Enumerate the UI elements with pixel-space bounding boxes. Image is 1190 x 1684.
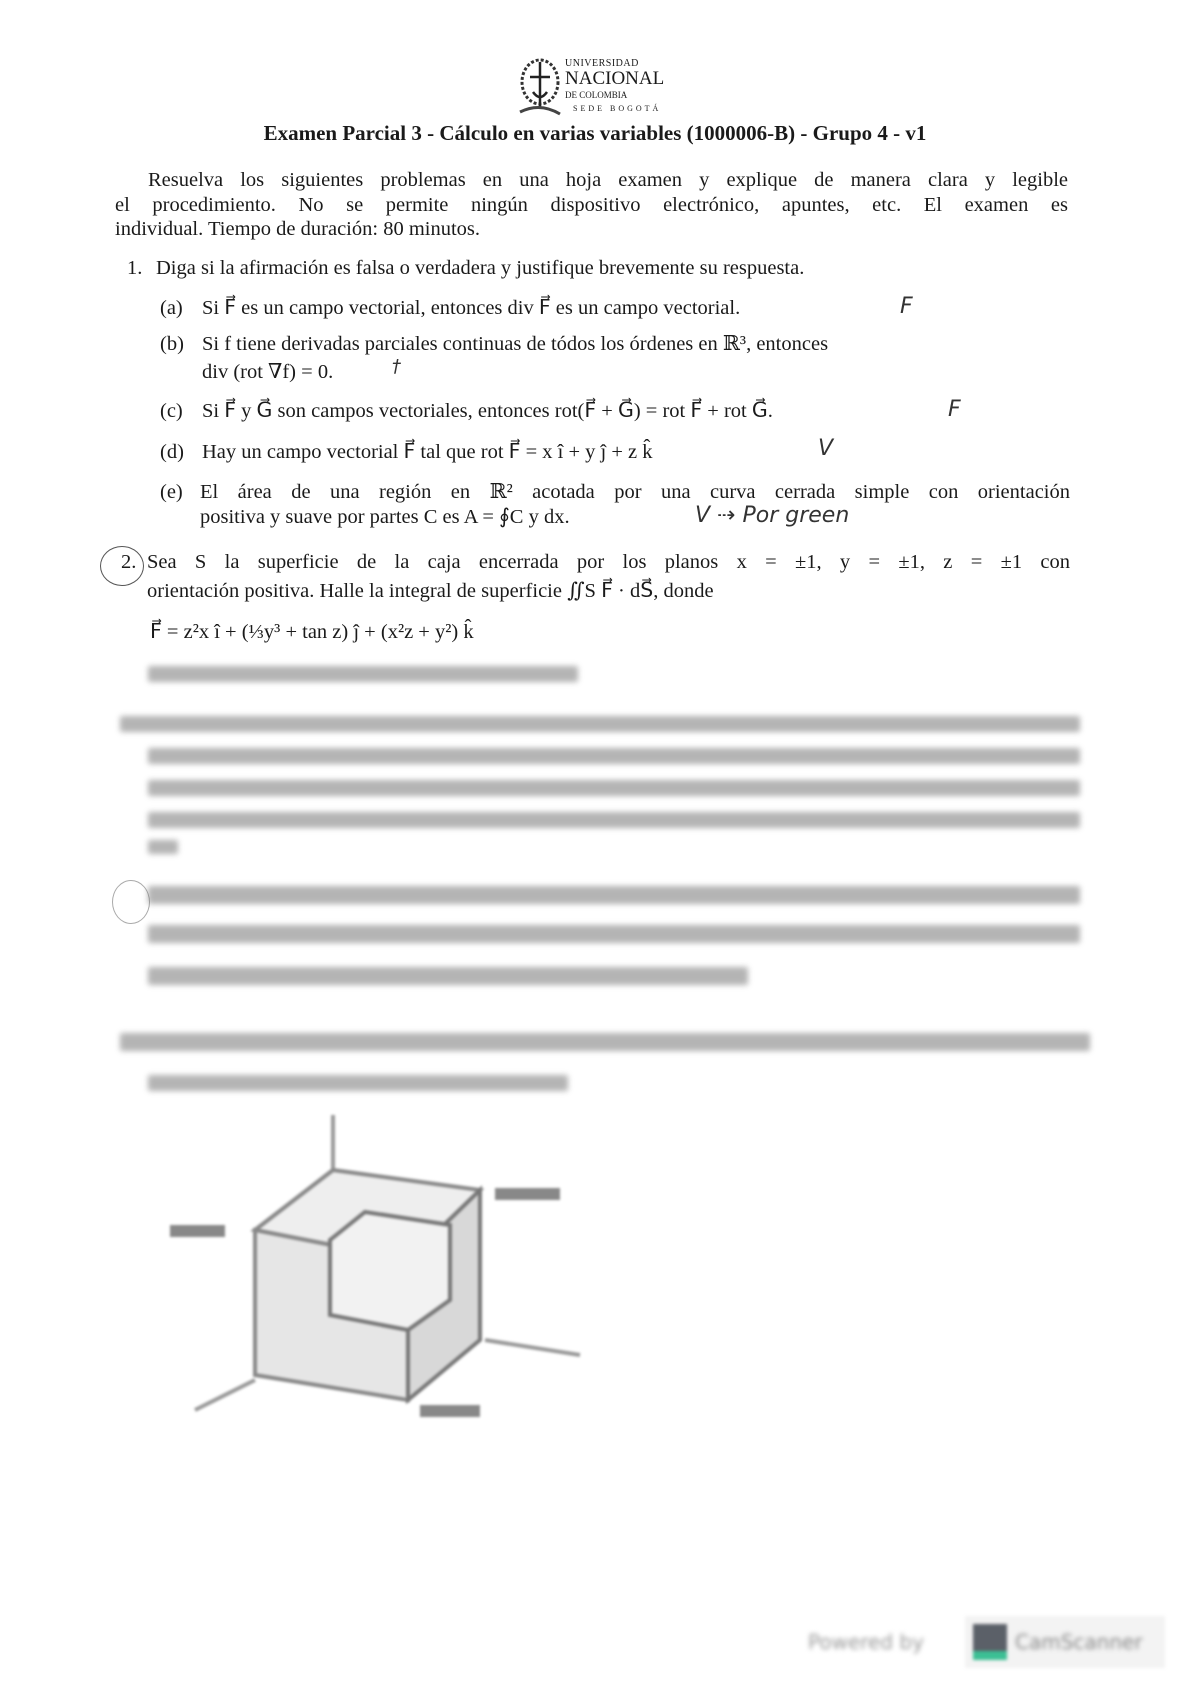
item-label: (a) xyxy=(160,297,183,319)
blurred-text xyxy=(120,1033,1090,1051)
camscanner-logo-icon xyxy=(973,1624,1007,1660)
question-number: 2. xyxy=(121,551,137,573)
item-c-text: Si F⃗ y G⃗ son campos vectoriales, entonces rot(F⃗ + G⃗) = rot F⃗ + rot G⃗. xyxy=(202,400,773,422)
blurred-text xyxy=(148,780,1080,796)
blurred-text xyxy=(148,666,578,682)
instructions-line: el procedimiento. No se permite ningún dispositivo electrónico, apuntes, etc. El examen es xyxy=(115,194,1068,216)
camscanner-brand: CamScanner xyxy=(1015,1630,1143,1654)
handwritten-answer-b: † xyxy=(392,356,401,377)
powered-by-text: Powered by xyxy=(808,1630,924,1654)
item-e-text: positiva y suave por partes C es A = ∮C y dx. xyxy=(200,506,570,528)
item-b-text: div (rot ∇f) = 0. xyxy=(202,361,334,383)
blurred-text xyxy=(148,840,178,854)
question-number: 1. xyxy=(127,257,143,279)
question-2-field: F⃗ = z²x î + (⅓y³ + tan z) ĵ + (x²z + y²) k̂ xyxy=(150,621,474,643)
handwritten-answer-e: V ⇢ Por green xyxy=(695,503,850,528)
instructions-line: Resuelva los siguientes problemas en una hoja examen y explique de manera clara y legible xyxy=(148,169,1068,191)
item-d-text: Hay un campo vectorial F⃗ tal que rot F⃗ = x î + y ĵ + z k̂ xyxy=(202,441,653,463)
logo-text-nacional: NACIONAL xyxy=(565,68,665,89)
logo-text-colombia: DE COLOMBIA xyxy=(565,90,628,100)
blurred-text xyxy=(148,1075,568,1091)
item-a-text: Si F⃗ es un campo vectorial, entonces div F⃗ es un campo vectorial. xyxy=(202,297,741,319)
item-label: (b) xyxy=(160,333,184,355)
logo-text-universidad: UNIVERSIDAD xyxy=(565,58,639,69)
blurred-text xyxy=(148,748,1080,764)
logo-text-sede: SEDE BOGOTÁ xyxy=(573,104,662,113)
coat-of-arms-icon xyxy=(515,52,565,120)
blurred-text xyxy=(148,812,1080,828)
question-1-text: Diga si la afirmación es falsa o verdadera y justifique brevemente su respuesta. xyxy=(156,257,805,279)
blurred-text xyxy=(120,716,1080,732)
question-2-text: orientación positiva. Halle la integral de superficie ∬S F⃗ · dS⃗, donde xyxy=(147,580,714,602)
hand-drawn-circle xyxy=(112,880,150,924)
item-b-text: Si f tiene derivadas parciales continuas de tódos los órdenes en ℝ³, entonces xyxy=(202,333,829,355)
question-2-text: Sea S la superficie de la caja encerrada por los planos x = ±1, y = ±1, z = ±1 con xyxy=(147,551,1070,573)
blurred-text xyxy=(148,925,1080,943)
camscanner-badge xyxy=(965,1616,1165,1668)
handwritten-answer-d: V xyxy=(818,436,834,461)
exam-title: Examen Parcial 3 - Cálculo en varias variables (1000006-B) - Grupo 4 - v1 xyxy=(263,121,927,145)
item-label: (d) xyxy=(160,441,184,463)
university-logo xyxy=(515,52,675,122)
handwritten-answer-a: F xyxy=(900,294,913,319)
blurred-text xyxy=(148,967,748,985)
handwritten-answer-c: F xyxy=(948,397,961,422)
item-label: (e) xyxy=(160,481,183,503)
item-e-text: El área de una región en ℝ² acotada por una curva cerrada simple con orientación xyxy=(200,481,1070,503)
instructions-line: individual. Tiempo de duración: 80 minutos. xyxy=(115,218,481,240)
item-label: (c) xyxy=(160,400,183,422)
box-figure xyxy=(150,1100,630,1440)
blurred-text xyxy=(148,886,1080,904)
